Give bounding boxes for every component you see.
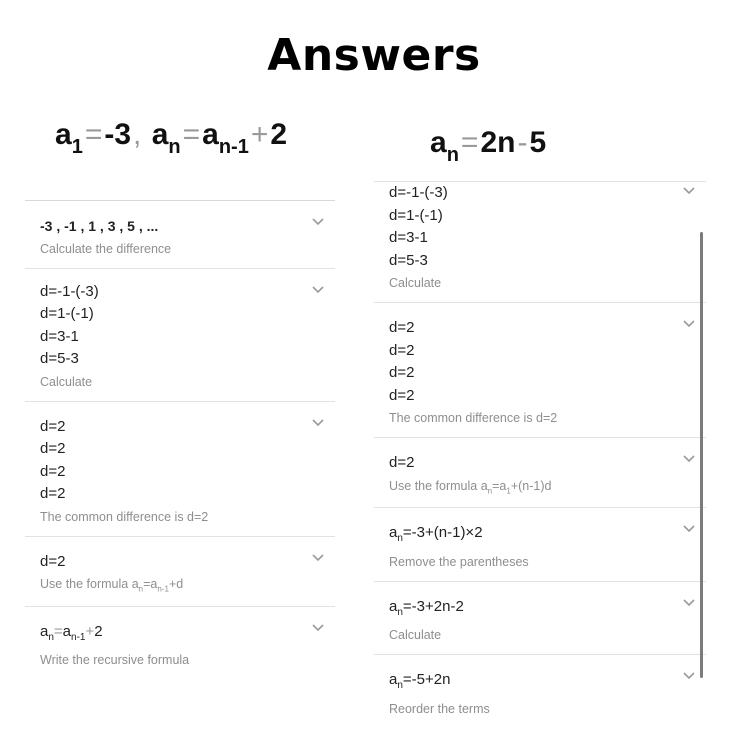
step-card[interactable]	[374, 654, 706, 728]
step-caption: Calculate	[389, 276, 442, 290]
step-card[interactable]	[374, 581, 706, 655]
step-caption: Use the formula $a_n=a_1+(n-1)d$	[389, 478, 552, 495]
step-line: d=1-(-1)	[389, 206, 443, 224]
step-line: $a_n=-3+(n-1)\times 2$	[389, 524, 483, 544]
step-card[interactable]	[25, 401, 335, 536]
step-line: -3 , -1 , 1 , 3 , 5 , ...	[40, 218, 159, 234]
chevron-down-icon[interactable]	[311, 623, 325, 633]
step-line: d=2	[389, 386, 415, 404]
step-line: d=2	[40, 462, 66, 480]
chevron-down-icon[interactable]	[682, 186, 696, 196]
step-caption: The common difference is d=2	[40, 509, 209, 524]
right-solution-panel	[374, 172, 706, 728]
chevron-down-icon[interactable]	[311, 553, 325, 563]
recursive-formula-heading: $a_1=-3$, $a_n=a_{n-1}+2$	[55, 118, 288, 158]
step-card[interactable]	[25, 536, 335, 606]
step-caption: Use the formula $a_n=a_{n-1}+d$	[40, 577, 184, 594]
step-caption: Calculate	[389, 628, 442, 642]
step-line: $a_n=-5+2n$	[389, 671, 451, 691]
step-line: d=3-1	[40, 327, 79, 345]
bottom-fade	[362, 718, 742, 748]
step-card[interactable]	[25, 606, 335, 680]
step-line: d=2	[40, 417, 66, 435]
step-line: d=2	[40, 552, 66, 570]
step-line: $a_n=a_{n-1}+2$	[40, 622, 103, 643]
divider	[374, 181, 706, 182]
step-line: d=5-3	[40, 350, 79, 367]
step-caption: The common difference is d=2	[389, 411, 558, 425]
step-line: d=2	[389, 319, 415, 336]
step-line: d=2	[389, 364, 415, 381]
step-caption: Remove the parentheses	[389, 554, 529, 569]
step-line: d=5-3	[389, 251, 428, 269]
step-line: d=2	[40, 485, 66, 502]
step-caption: Calculate the difference	[40, 241, 172, 256]
page-title: Answers	[267, 30, 481, 81]
step-card[interactable]	[374, 507, 706, 581]
chevron-down-icon[interactable]	[682, 319, 696, 329]
explicit-formula-heading: $a_n=2n-5$	[430, 126, 547, 166]
chevron-down-icon[interactable]	[311, 285, 325, 295]
step-caption: Reorder the terms	[389, 701, 490, 716]
chevron-down-icon[interactable]	[311, 418, 325, 428]
step-card[interactable]	[374, 437, 706, 507]
step-line: d=2	[389, 341, 415, 359]
chevron-down-icon[interactable]	[682, 524, 696, 534]
step-line: $a_n=-3+2n-2$	[389, 597, 464, 618]
step-line: d=2	[389, 454, 415, 471]
step-caption: Calculate	[40, 374, 93, 389]
step-line: d=-1-(-3)	[40, 282, 99, 300]
scrollbar[interactable]	[700, 232, 703, 678]
step-card[interactable]	[374, 303, 706, 437]
chevron-down-icon[interactable]	[682, 671, 696, 681]
chevron-down-icon[interactable]	[682, 454, 696, 464]
left-solution-panel	[25, 200, 335, 679]
step-line: d=-1-(-3)	[389, 184, 448, 201]
step-card[interactable]	[25, 268, 335, 401]
step-card[interactable]	[25, 200, 335, 268]
step-line: d=1-(-1)	[40, 305, 94, 322]
step-line: d=3-1	[389, 229, 428, 246]
chevron-down-icon[interactable]	[311, 217, 325, 227]
chevron-down-icon[interactable]	[682, 598, 696, 608]
step-line: d=2	[40, 440, 66, 457]
step-caption: Write the recursive formula	[40, 653, 190, 667]
step-card[interactable]	[374, 172, 706, 303]
